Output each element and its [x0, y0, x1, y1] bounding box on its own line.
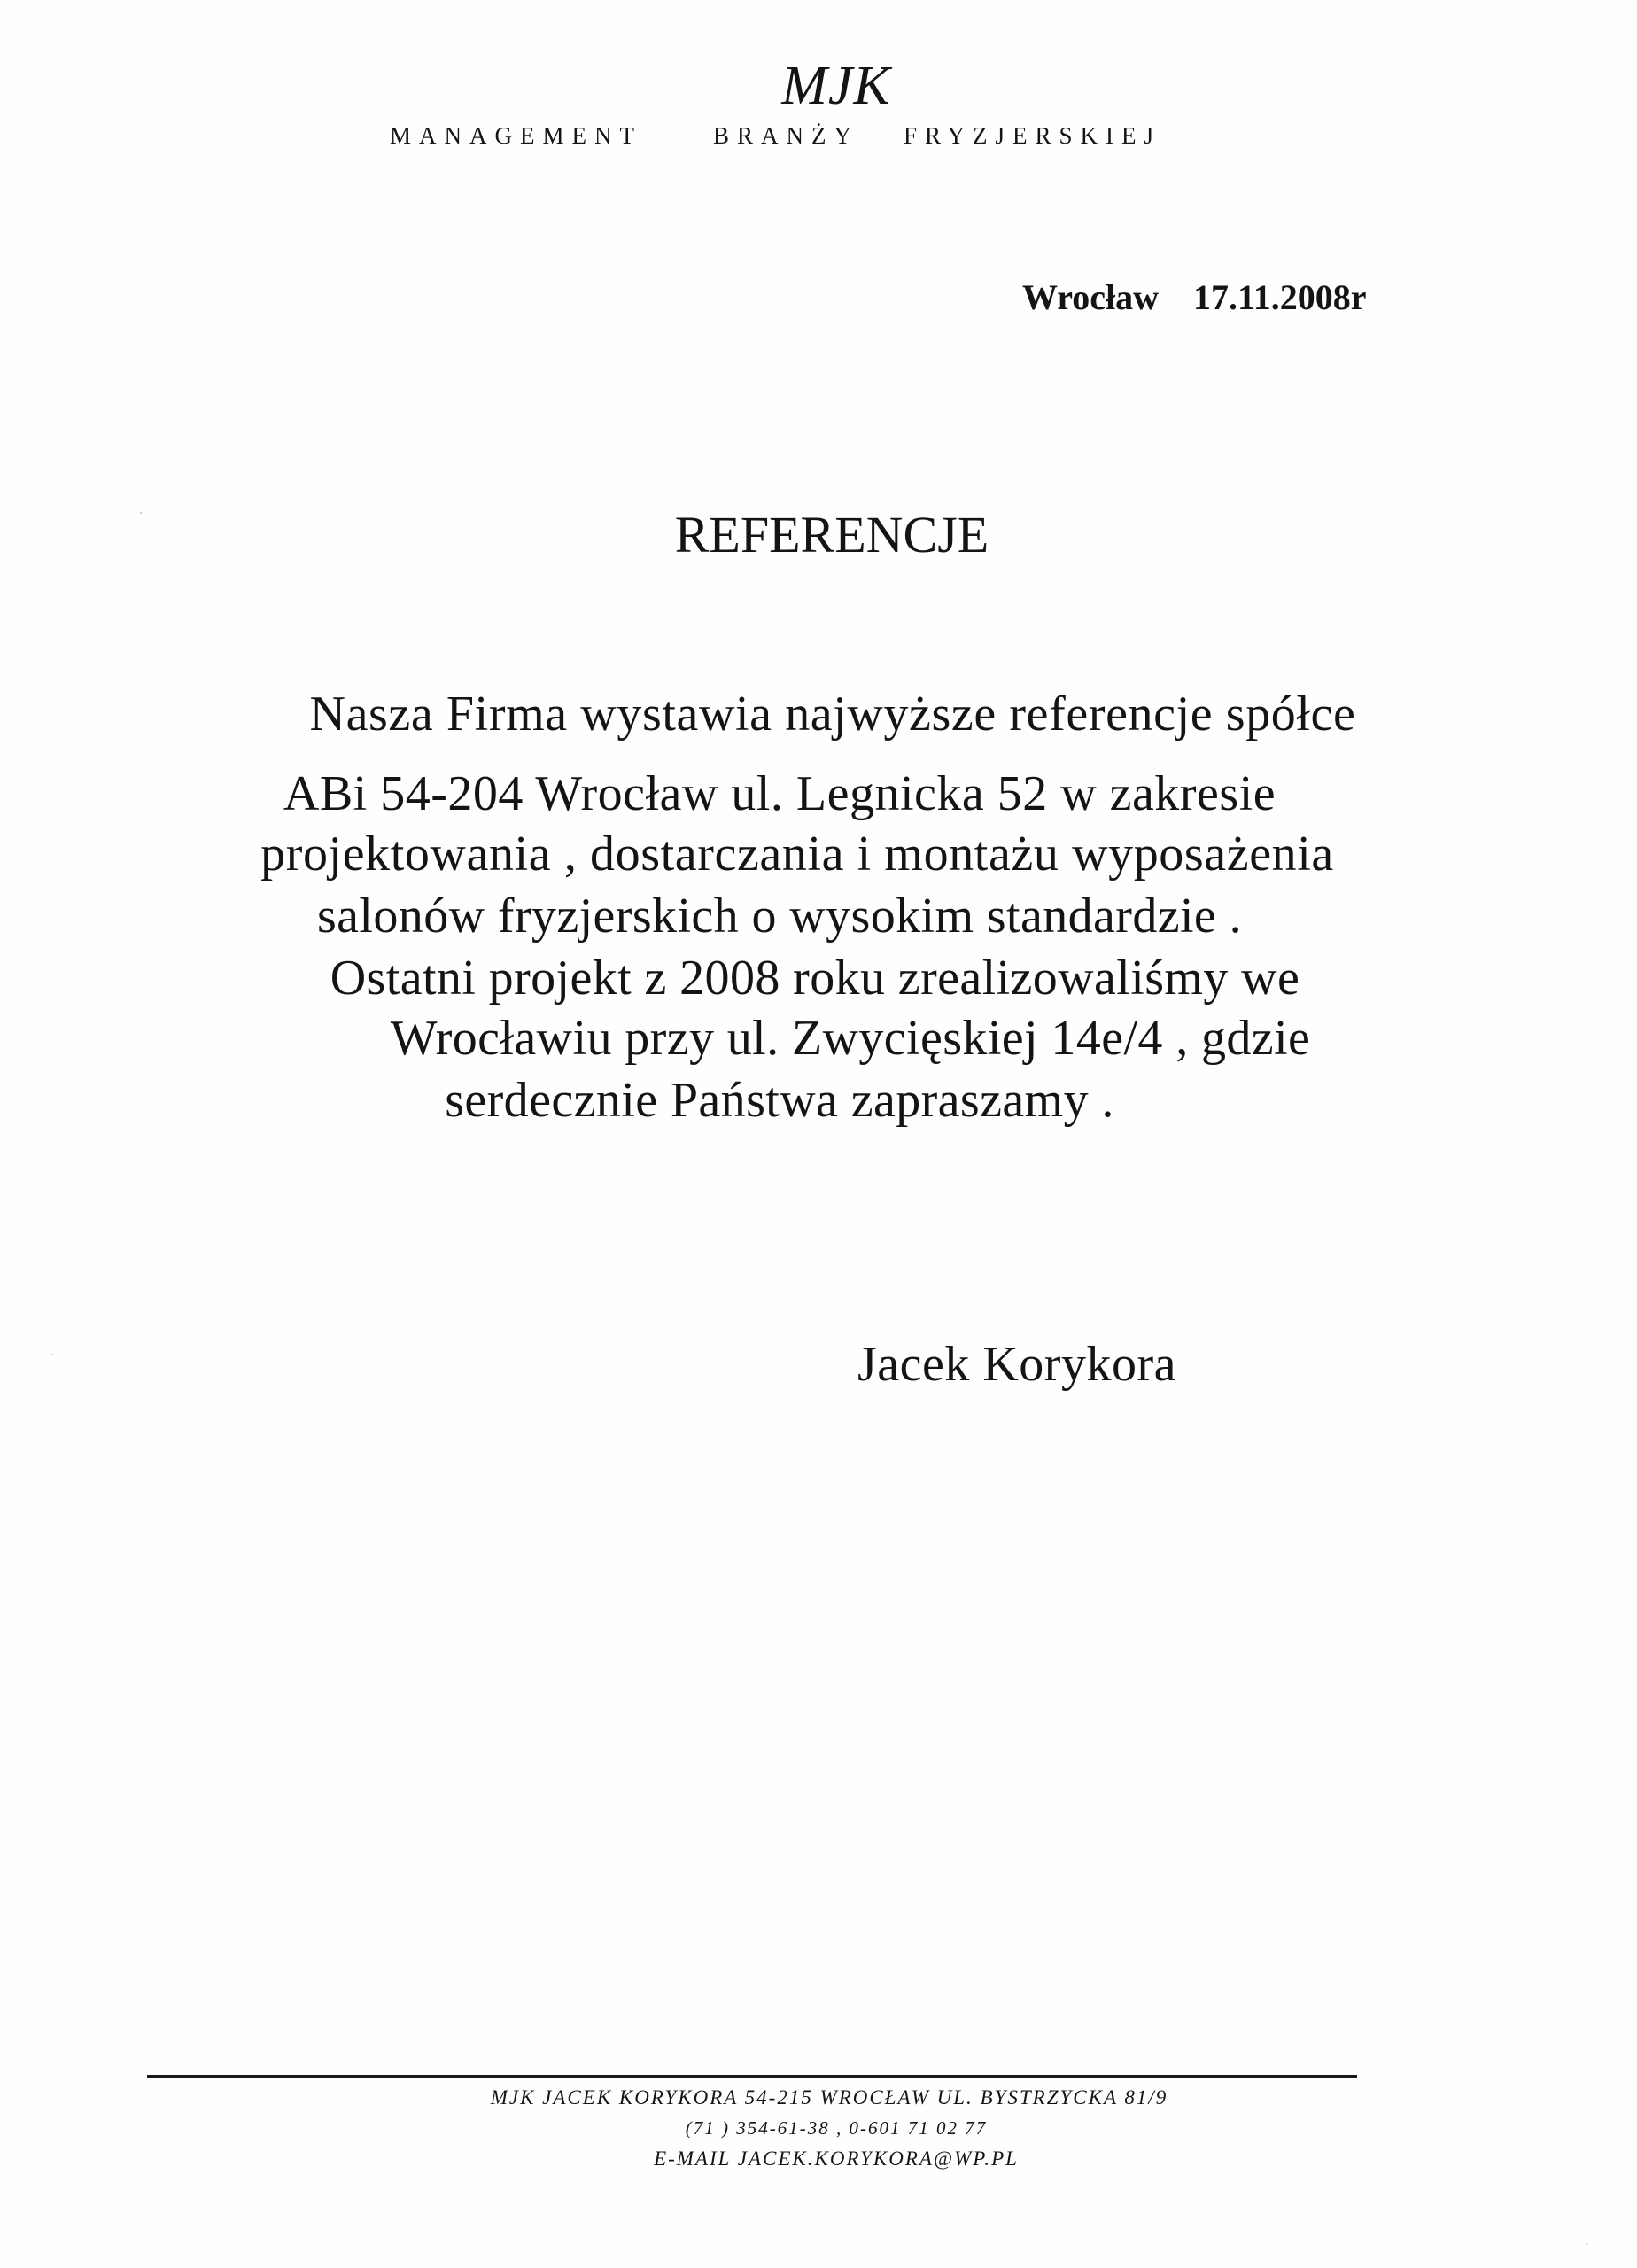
tagline-word-fryzjerskiej: FRYZJERSKIEJ [904, 122, 1162, 149]
company-logo: MJK [781, 56, 891, 116]
letter-heading: REFERENCJE [674, 506, 989, 563]
tagline-word-management: MANAGEMENT [390, 122, 642, 149]
body-line: salonów fryzjerskich o wysokim standardzie . [316, 889, 1242, 944]
body-line: Nasza Firma wystawia najwyższe referencje spółce [309, 687, 1356, 742]
letter-city: Wrocław [1022, 277, 1160, 317]
footer-phones: (71 ) 354-61-38 , 0-601 71 02 77 [685, 2117, 988, 2139]
tagline-word-branzy: BRANŻY [713, 122, 860, 149]
body-line: ABi 54-204 Wrocław ul. Legnicka 52 w zakresie [283, 766, 1276, 821]
scan-speck [51, 1354, 53, 1355]
footer-email: E-MAIL JACEK.KORYKORA@WP.PL [654, 2148, 1019, 2170]
footer-divider [147, 2075, 1357, 2078]
body-line: Ostatni projekt z 2008 roku zrealizowaliśmy we [330, 951, 1300, 1006]
footer-address: MJK JACEK KORYKORA 54-215 WROCŁAW UL. BYSTRZYCKA 81/9 [490, 2086, 1168, 2109]
signature-name: Jacek Korykora [857, 1337, 1176, 1392]
body-line: projektowania , dostarczania i montażu wyposażenia [260, 827, 1334, 882]
scan-speck [140, 512, 142, 514]
letter-date: 17.11.2008r [1193, 277, 1367, 317]
body-line: serdecznie Państwa zapraszamy . [445, 1073, 1114, 1128]
scan-speck [1586, 2243, 1587, 2245]
body-line: Wrocławiu przy ul. Zwycięskiej 14e/4 , gdzie [390, 1011, 1311, 1066]
